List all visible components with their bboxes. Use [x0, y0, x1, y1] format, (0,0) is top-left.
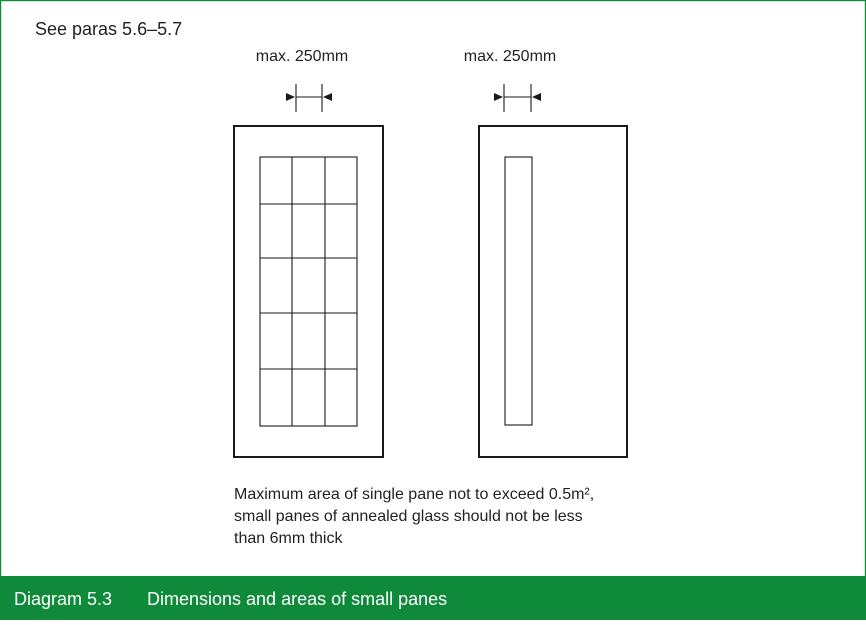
note-line: small panes of annealed glass should not be less: [234, 508, 583, 525]
right-door-frame: [479, 126, 627, 457]
pane-area-note: [234, 486, 594, 547]
diagram-title: Dimensions and areas of small panes: [147, 589, 448, 609]
narrow-pane: [505, 157, 532, 425]
dimension-arrowhead: [286, 93, 295, 101]
right-dimension-marker: [494, 84, 541, 112]
dimension-arrowhead: [323, 93, 332, 101]
note-line: Maximum area of single pane not to exceed 0.5m²,: [234, 486, 595, 503]
diagram-number: Diagram 5.3: [14, 589, 113, 609]
left-door-small-panes: [234, 126, 383, 457]
caption-bar: [0, 576, 866, 620]
right-door-narrow-pane: [479, 126, 627, 457]
dimension-arrowhead: [494, 93, 503, 101]
left-dimension-marker: [286, 84, 332, 112]
note-line: than 6mm thick: [234, 530, 343, 547]
right-dimension-label: max. 250mm: [463, 48, 557, 65]
pane-grid-outline: [260, 157, 357, 426]
paragraph-reference: See paras 5.6–5.7: [35, 19, 183, 39]
dimension-arrowhead: [532, 93, 541, 101]
left-dimension-label: max. 250mm: [255, 48, 349, 65]
